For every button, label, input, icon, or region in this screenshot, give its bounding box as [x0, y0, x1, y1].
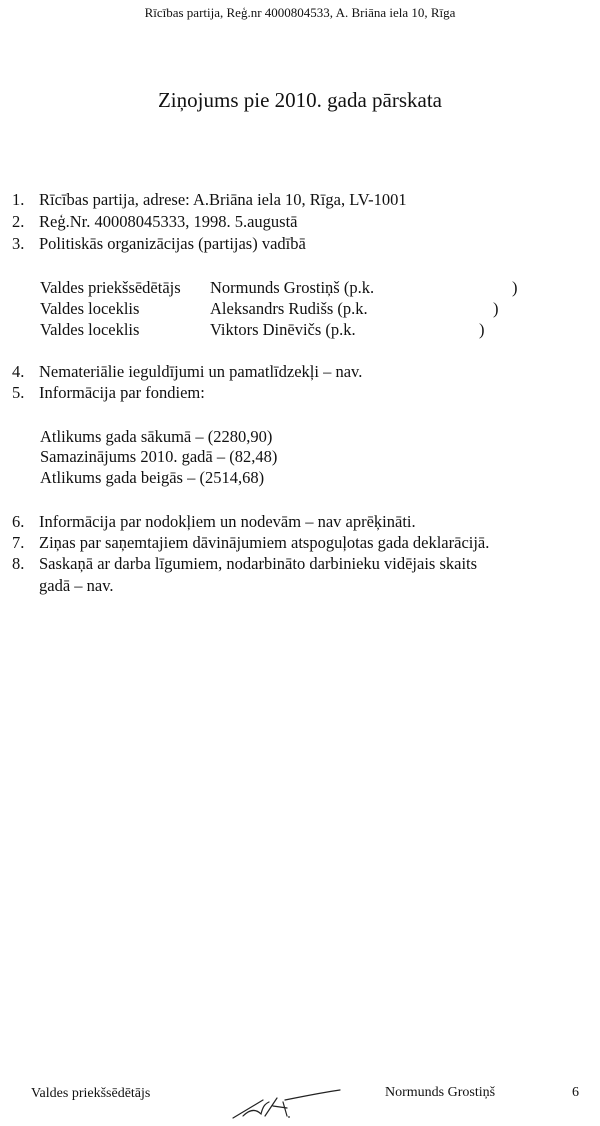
list-item-text: Informācija par fondiem:: [39, 383, 205, 402]
list-item-text: Ziņas par saņemtajiem dāvinājumiem atspoguļotas gada deklarācijā.: [39, 533, 490, 552]
document-title: Ziņojums pie 2010. gada pārskata: [157, 88, 442, 112]
fund-line: Atlikums gada beigās – (2514,68): [40, 468, 265, 487]
board-close-paren: ): [512, 278, 518, 297]
board-role: Valdes priekšsēdētājs: [40, 278, 181, 297]
board-close-paren: ): [479, 320, 485, 339]
list-item-text: Reģ.Nr. 40008045333, 1998. 5.augustā: [39, 212, 298, 231]
list-item-number: 8.: [12, 554, 25, 573]
board-name: Normunds Grostiņš (p.k.: [210, 278, 375, 297]
list-item-number: 5.: [12, 383, 25, 402]
list-item-number: 6.: [12, 512, 25, 531]
board-name: Viktors Dinēvičs (p.k.: [210, 320, 356, 339]
footer-role: Valdes priekšsēdētājs: [31, 1086, 151, 1101]
list-item-text: Saskaņā ar darba līgumiem, nodarbināto darbinieku vidējais skaits: [39, 554, 478, 573]
board-close-paren: ): [493, 299, 499, 318]
list-item-number: 3.: [12, 234, 25, 253]
list-item-text: gadā – nav.: [39, 576, 114, 595]
list-item-number: 1.: [12, 190, 25, 209]
signature-image: [225, 1086, 345, 1126]
list-item-text: Informācija par nodokļiem un nodevām – nav aprēķināti.: [39, 512, 416, 531]
list-item-text: Nemateriālie ieguldījumi un pamatlīdzekļi – nav.: [39, 362, 363, 381]
board-name: Aleksandrs Rudišs (p.k.: [210, 299, 368, 318]
list-item-text: Rīcības partija, adrese: A.Briāna iela 10, Rīga, LV-1001: [39, 190, 407, 209]
document-header: Rīcības partija, Reģ.nr 4000804533, A. Briāna iela 10, Rīga: [144, 5, 456, 20]
footer-name: Normunds Grostiņš: [385, 1085, 496, 1100]
fund-line: Samazinājums 2010. gadā – (82,48): [40, 447, 278, 466]
list-item-text: Politiskās organizācijas (partijas) vadībā: [39, 234, 306, 253]
board-role: Valdes loceklis: [40, 299, 140, 318]
board-role: Valdes loceklis: [40, 320, 140, 339]
page-number: 6: [572, 1085, 579, 1100]
list-item-number: 4.: [12, 362, 25, 381]
fund-line: Atlikums gada sākumā – (2280,90): [40, 427, 273, 446]
list-item-number: 7.: [12, 533, 25, 552]
list-item-number: 2.: [12, 212, 25, 231]
